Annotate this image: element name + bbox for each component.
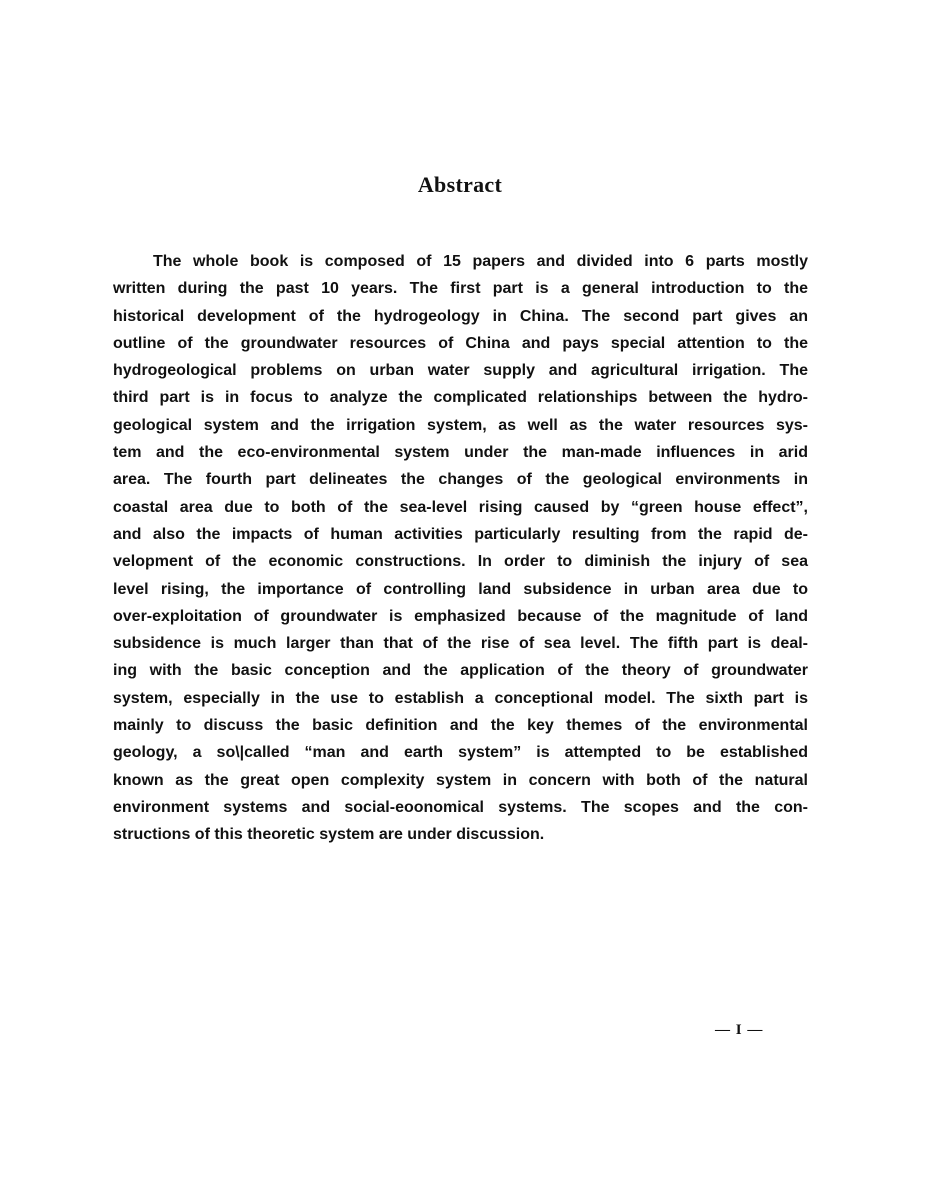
paragraph-line: velopment of the economic constructions. In order to diminish the injury of sea — [113, 553, 808, 571]
paragraph-line: tem and the eco-environmental system under the man-made influences in arid — [113, 444, 808, 462]
paragraph-line: structions of this theoretic system are under discussion. — [113, 826, 545, 844]
abstract-paragraph — [113, 248, 808, 849]
paragraph-line: mainly to discuss the basic definition and the key themes of the environmental — [113, 717, 808, 735]
paragraph-line: ing with the basic conception and the application of the theory of groundwater — [113, 662, 808, 680]
paragraph-line: system, especially in the use to establish a conceptional model. The sixth part is — [113, 689, 808, 707]
paragraph-line: third part is in focus to analyze the complicated relationships between the hydro- — [113, 389, 808, 407]
paragraph-line: historical development of the hydrogeology in China. The second part gives an — [113, 307, 808, 325]
paragraph-line: written during the past 10 years. The first part is a general introduction to the — [113, 280, 808, 298]
paragraph-line: environment systems and social-eoonomical systems. The scopes and the con- — [113, 798, 808, 816]
paragraph-line: coastal area due to both of the sea-level rising caused by “green house effect”, — [113, 498, 808, 516]
paragraph-line: outline of the groundwater resources of China and pays special attention to the — [113, 334, 808, 352]
paragraph-line: level rising, the importance of controlling land subsidence in urban area due to — [113, 580, 808, 598]
paragraph-line: subsidence is much larger than that of the rise of sea level. The fifth part is deal- — [113, 635, 808, 653]
paragraph-line: The whole book is composed of 15 papers and divided into 6 parts mostly — [153, 253, 808, 270]
paragraph-line: geology, a so\|called “man and earth system” is attempted to be established — [113, 744, 808, 762]
page-title: Abstract — [417, 172, 503, 197]
paragraph-line: geological system and the irrigation system, as well as the water resources sys- — [113, 416, 808, 434]
page-number: — I — — [715, 1022, 764, 1038]
paragraph-line: area. The fourth part delineates the changes of the geological environments in — [113, 471, 808, 489]
paragraph-line: known as the great open complexity system in concern with both of the natural — [113, 771, 808, 789]
paragraph-line: and also the impacts of human activities particularly resulting from the rapid de- — [113, 525, 808, 543]
paragraph-line: hydrogeological problems on urban water supply and agricultural irrigation. The — [113, 362, 808, 380]
paragraph-line: over-exploitation of groundwater is emphasized because of the magnitude of land — [113, 607, 808, 625]
